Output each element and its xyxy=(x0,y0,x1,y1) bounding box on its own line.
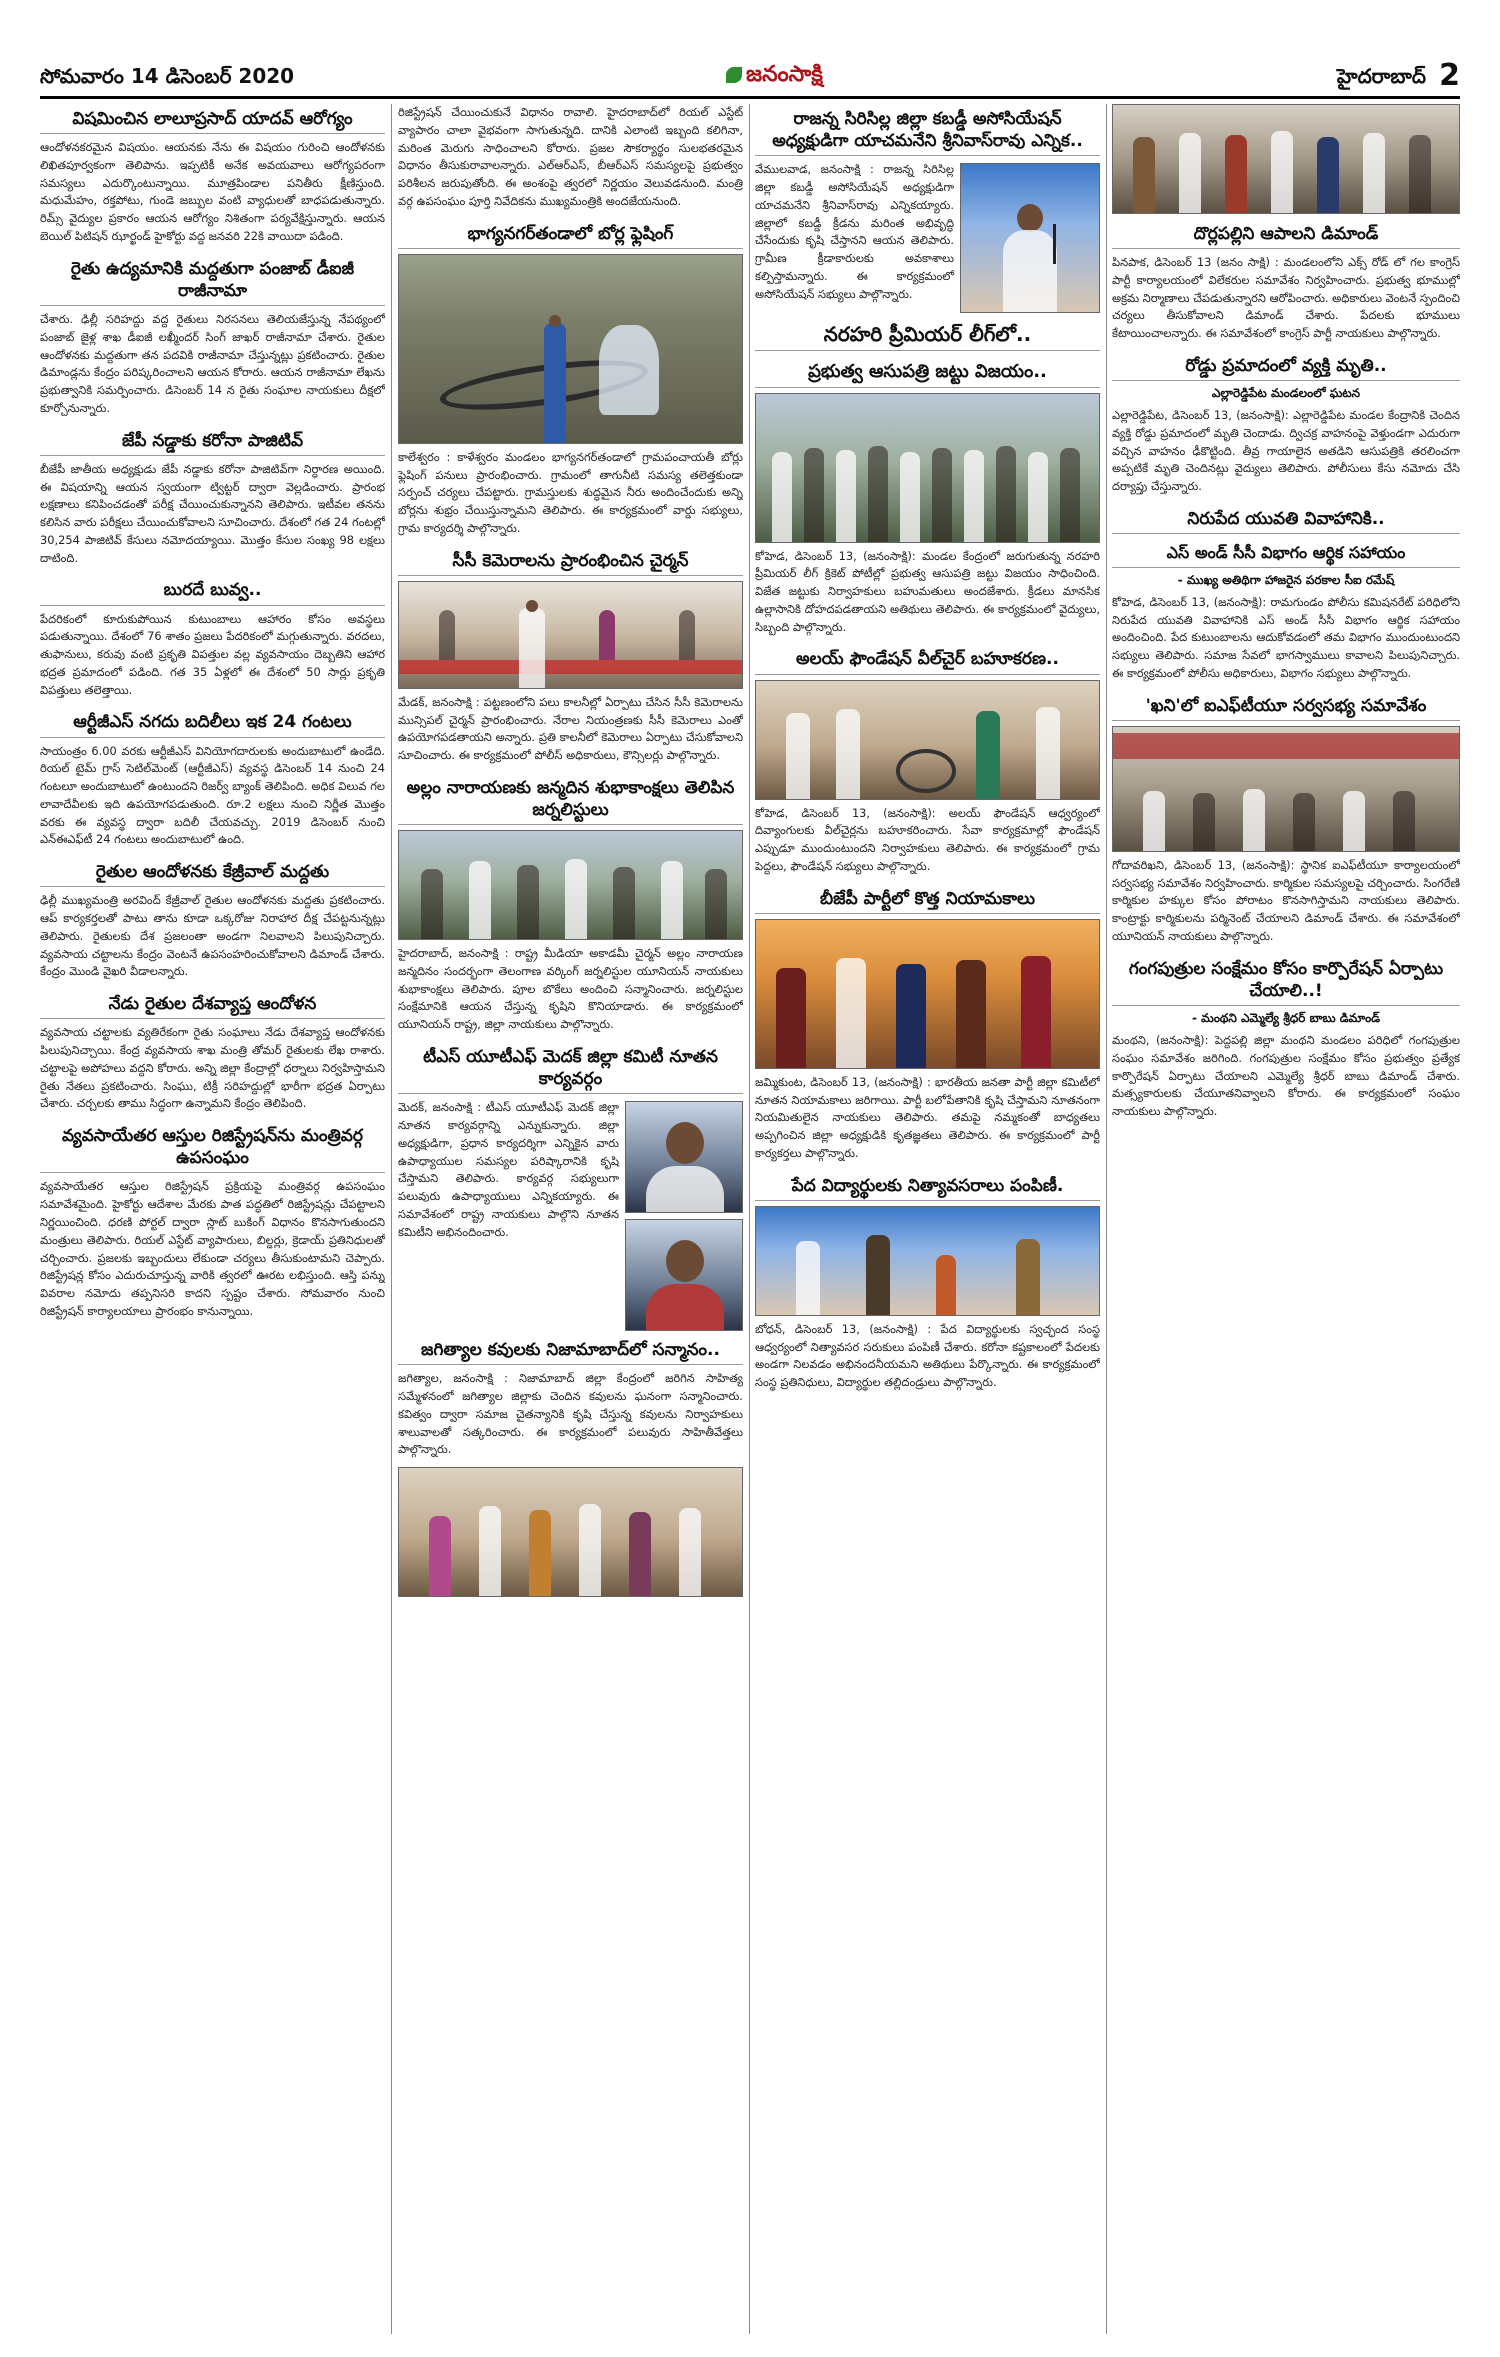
cctv-event-photo xyxy=(398,581,743,689)
story-headline: నేడు రైతుల దేశవ్యాప్త ఆందోళన xyxy=(40,989,385,1019)
story-borewell-flushing xyxy=(398,219,743,538)
newspaper-logo xyxy=(726,62,823,92)
story-rtgs xyxy=(40,707,385,849)
banner-strip xyxy=(1113,733,1459,759)
story-body: కాలేశ్వరం : కాళేశ్వరం మండలం భాగ్యనగర్‌తండాలో గ్రామపంచాయతీ బోర్లు ఫ్లెషింగ్ పనులు ప్రారంభించారు. గ్రామంలో తాగునీటి సమస్య తలెత్తకుండా సర్పంచ్ చర్యలు చేపట్టారు. గ్రామస్తులకు శుద్ధమైన నీరు అందించేందుకు అన్ని బోర్లను శుభ్రం చేయిస్తున్నామని తెలిపారు. ఈ కార్యక్రమంలో వార్డు సభ్యులు, గ్రామ కార్యదర్శి పాల్గొన్నారు. xyxy=(398,449,743,535)
person-figure xyxy=(868,446,888,542)
felicitation-photo xyxy=(398,1467,743,1597)
story-farmers-protest xyxy=(40,989,385,1113)
story-body: చేశారు. ఢిల్లీ సరిహద్దు వద్ద రైతులు నిరసనలు తెలియజేస్తున్న నేపథ్యంలో పంజాబ్ జైళ్ల శాఖ డీఐజీ లఖ్మీందర్ సింగ్ జాఖర్ రాజీనామా చేశారు. రైతుల ఆందోళనకు మద్దతుగా తన పదవికి రాజీనామా చేస్తున్నట్లు ప్రకటించారు. రైతుల డిమాండ్లను కేంద్రం పరిష్కరించాలని ఆయన కోరారు. ఆయన రాజీనామా లేఖను ప్రభుత్వానికి సమర్పించారు. డిసెంబర్ 14 న రైతు సంఘాల నాయకులు దీక్షలో కూర్చోనున్నారు. xyxy=(40,311,385,415)
worker-figure xyxy=(544,323,566,443)
story-registration-continued xyxy=(398,104,743,211)
person-figure xyxy=(1225,135,1247,213)
column-2 xyxy=(398,104,743,2334)
greetings-photo xyxy=(398,830,743,940)
story-headline: సీసీ కెమెరాలను ప్రారంభించిన చైర్మన్ xyxy=(398,546,743,576)
column-divider xyxy=(749,104,750,2334)
story-subhead: ఎస్ అండ్ సీసీ విభాగం ఆర్థిక సహాయం xyxy=(1112,539,1460,568)
story-bjp-appointments xyxy=(755,884,1100,1163)
person-figure xyxy=(1036,707,1060,799)
story-nadda-covid xyxy=(40,426,385,568)
story-headline: పేద విద్యార్థులకు నిత్యావసరాలు పంపిణీ. xyxy=(755,1171,1100,1201)
person-figure xyxy=(479,1506,501,1596)
masthead-rule xyxy=(40,96,1460,99)
story-headline: ఆర్టీజీఎస్ నగదు బదిలీలు ఇక 24 గంటలు xyxy=(40,707,385,737)
person-figure xyxy=(579,1504,601,1596)
story-body: బీజేపీ జాతీయ అధ్యక్షుడు జేపీ నడ్డాకు కరోనా పాజిటివ్‌గా నిర్ధారణ అయింది. ఈ విషయాన్ని ఆయన స్వయంగా ట్విట్టర్ ద్వారా వెల్లడించారు. ప్రారంభ లక్షణాలు కనిపించడంతో పరీక్ష చేయించుకున్నానని తెలిపారు. ఇటీవల తనను కలిసిన వారు పరీక్షలు చేయించుకోవాలని సూచించారు. దేశంలో గత 24 గంటల్లో 30,254 పాజిటివ్ కేసులు నమోదయ్యాయి. మొత్తం కేసుల సంఖ్య 98 లక్షలు దాటింది. xyxy=(40,461,385,565)
wheelchair-photo xyxy=(755,680,1100,800)
person-figure xyxy=(529,1510,551,1596)
speaker-figure xyxy=(519,608,545,688)
column-1 xyxy=(40,104,385,2334)
person-figure xyxy=(796,1241,820,1315)
masthead xyxy=(40,58,1460,94)
story-body: కోహెడ, డిసెంబర్ 13, (జనంసాక్షి): మండల కేంద్రంలో జరుగుతున్న నరహరి ప్రీమియర్ లీగ్ క్రికెట్ పోటీల్లో ప్రభుత్వ ఆసుపత్రి జట్టు విజయం సాధించింది. విజేత జట్టుకు నిర్వాహకులు బహుమతులు అందజేశారు. క్రీడలు మానసిక ఉల్లాసానికి దోహదపడతాయని అతిథులు తెలిపారు. ఈ కార్యక్రమంలో వైద్యులు, సిబ్బంది పాల్గొన్నారు. xyxy=(755,548,1100,634)
person-figure xyxy=(786,713,810,799)
story-headline: గంగపుత్రుల సంక్షేమం కోసం కార్పొరేషన్ ఏర్పాటు చేయాలి..! xyxy=(1112,954,1460,1006)
person-figure xyxy=(896,964,926,1068)
person-figure xyxy=(866,1235,890,1315)
logo-text: జనంసాక్షి xyxy=(746,62,823,87)
story-road-accident xyxy=(1112,351,1460,496)
issue-date: సోమవారం 14 డిసెంబర్ 2020 xyxy=(40,64,295,88)
portrait-shoulders xyxy=(646,1166,724,1212)
story-iftu-meeting xyxy=(1112,691,1460,946)
column-4 xyxy=(1112,104,1460,2334)
story-kabaddi xyxy=(755,104,1100,303)
story-headline: రైతు ఉద్యమానికి మద్దతుగా పంజాబ్ డీఐజీ రాజీనామా xyxy=(40,254,385,306)
person-figure xyxy=(599,610,615,660)
person-figure xyxy=(1293,793,1315,851)
person-figure xyxy=(772,452,792,542)
person-figure xyxy=(976,711,1000,799)
person-figure xyxy=(964,450,984,542)
story-note: - మంథని ఎమ్మెల్యే శ్రీధర్ బాబు డిమాండ్ xyxy=(1191,1010,1381,1025)
person-figure xyxy=(900,452,920,542)
person-figure xyxy=(1021,956,1051,1068)
person-figure xyxy=(661,861,683,939)
leaf-icon xyxy=(726,67,742,83)
person-figure xyxy=(836,450,856,542)
story-body: వ్యవసాయ చట్టాలకు వ్యతిరేకంగా రైతు సంఘాలు నేడు దేశవ్యాప్త ఆందోళనకు పిలుపునిచ్చాయి. కేంద్ర వ్యవసాయ శాఖ మంత్రి తోమర్ రైతులకు లేఖ రాశారు. చట్టాలపై అపోహలు వద్దని కోరారు. అన్ని జిల్లా కేంద్రాల్లో ధర్నాలు నిర్వహిస్తామని రైతు నేతలు ప్రకటించారు. సింఘు, టిక్రీ సరిహద్దుల్లో భారీగా భద్రత ఏర్పాటు చేశారు. చర్చలకు తాము సిద్ధంగా ఉన్నామని కేంద్రం తెలిపింది. xyxy=(40,1025,385,1111)
portrait-shoulders xyxy=(646,1284,724,1330)
story-headline: భాగ్యనగర్‌తండాలో బోర్ల ఫ్లెషింగ్ xyxy=(398,219,743,249)
speaker-figure xyxy=(1003,230,1057,312)
story-headline: రోడ్డు ప్రమాదంలో వ్యక్తి మృతి.. xyxy=(1112,351,1460,381)
person-figure xyxy=(996,446,1016,542)
story-lalu-health xyxy=(40,104,385,246)
person-figure xyxy=(1363,133,1385,213)
person-figure xyxy=(1393,791,1415,851)
table-cloth xyxy=(399,660,742,674)
person-figure xyxy=(705,869,727,939)
story-body: రిజిస్ట్రేషన్ చేయించుకునే విధానం రావాలి. హైదరాబాద్‌లో రియల్ ఎస్టేట్ వ్యాపారం చాలా వైభవంగా సాగుతున్నది. దానికి ఎలాంటి ఇబ్బంది కలిగినా, మరింత మెరుగు సాధించాలని కోరారు. ప్రజల సౌకర్యార్థం సులభతరమైన విధానం తీసుకురావాలన్నారు. ఎల్ఆర్ఎస్, బీఆర్ఎస్ సమస్యలపై ప్రభుత్వం పరిశీలన జరుపుతోంది. ఈ అంశంపై త్వరలో నిర్ణయం వెలువడనుంది. మంత్రి వర్గ ఉపసంఘం పూర్తి నివేదికను ముఖ్యమంత్రికి అందజేయనుంది. xyxy=(398,105,743,208)
person-figure xyxy=(956,960,986,1068)
story-body: కోహెడ, డిసెంబర్ 13, (జనంసాక్షి): రామగుండం పోలీసు కమిషనరేట్ పరిధిలోని నిరుపేద యువతి వివాహానికి ఎస్ అండ్ సీసీ విభాగం ఆర్థిక సహాయం అందించింది. పేద కుటుంబాలను ఆదుకోవడంలో తమ విభాగం ముందుంటుందని సభ్యులు తెలిపారు. సమాజ సేవలో భాగస్వాములు కావాలని పిలుపునిచ్చారు. ఈ కార్యక్రమంలో పోలీసు అధికారులు, విభాగం సభ్యులు పాల్గొన్నారు. xyxy=(1112,594,1460,681)
edition-city: హైదరాబాద్ xyxy=(1336,64,1426,88)
story-headline: రాజన్న సిరిసిల్ల జిల్లా కబడ్డీ అసోసియేషన్ అధ్యక్షుడిగా యాచమనేని శ్రీనివాస్‌రావు ఎన్నిక.. xyxy=(755,104,1100,156)
story-body: వ్యవసాయేతర ఆస్తుల రిజిస్ట్రేషన్ ప్రక్రియపై మంత్రివర్గ ఉపసంఘం సమావేశమైంది. హైకోర్టు ఆదేశాల మేరకు పాత పద్ధతిలో రిజిస్ట్రేషన్లు చేపట్టాలని నిర్ణయించింది. ధరణి పోర్టల్ ద్వారా స్లాట్ బుకింగ్ విధానం కొనసాగుతుందని మంత్రులు తెలిపారు. రియల్ ఎస్టేట్ వ్యాపారులు, బిల్డర్లు, క్రెడాయ్ ప్రతినిధులతో చర్చించారు. ప్రజలకు ఇబ్బందులు లేకుండా చర్యలు తీసుకుంటామని చెప్పారు. రిజిస్ట్రేషన్ల కోసం ఎదురుచూస్తున్న వారికి త్వరలో ఊరట లభిస్తుంది. ఆస్తి పన్ను వివరాల నమోదు తప్పనిసరి కాదని స్పష్టం చేశారు. సోమవారం నుంచి రిజిస్ట్రేషన్ కార్యాలయాలు ప్రారంభం కానున్నాయి. xyxy=(40,1179,385,1318)
story-body: ఆందోళనకరమైన విషయం. ఆయనకు నేను ఈ విషయం గురించి ఆందోళనకు లిఖితపూర్వకంగా తెలిపాను. ఇప్పటికీ అనేక అవయవాలు ఆరోగ్యపరంగా సమస్యలు ఎదుర్కొంటున్నాయి. మూత్రపిండాల పనితీరు క్షీణిస్తుంది. మధుమేహం, రక్తపోటు, గుండె జబ్బుల వంటి వ్యాధులతో బాధపడుతున్నారు. రిమ్స్ వైద్యుల ప్రకారం ఆయన ఆరోగ్యం నిశితంగా పర్యవేక్షిస్తున్నారు. ఆయన బెయిల్ పిటిషన్ ఝార్ఖండ్ హైకోర్టు వద్ద జనవరి 22కి వాయిదా పడింది. xyxy=(40,140,385,243)
story-premier-league xyxy=(755,317,1100,636)
story-note: - ముఖ్య అతిథిగా హాజరైన పరకాల సీఐ రమేష్ xyxy=(1177,572,1395,587)
story-headline: టీఎస్ యూటీఎఫ్ మెదక్ జిల్లా కమిటీ నూతన కార్యవర్గం xyxy=(398,1042,743,1094)
person-figure xyxy=(1271,131,1293,213)
iftu-meeting-photo xyxy=(1112,726,1460,852)
person-figure xyxy=(1317,137,1339,213)
person-figure xyxy=(1193,793,1215,851)
story-marriage-aid xyxy=(1112,504,1460,683)
person-figure xyxy=(1343,791,1365,851)
person-figure xyxy=(776,968,806,1068)
person-figure xyxy=(836,958,866,1068)
story-body: సాయంత్రం 6.00 వరకు ఆర్టీజీఎస్ వినియోగదారులకు అందుబాటులో ఉండేది. రియల్ టైమ్ గ్రాస్ సెటిల్‌మెంట్ (ఆర్టీజీఎస్) వ్యవస్థ డిసెంబర్ 14 నుంచి 24 గంటలూ అందుబాటులో ఉంటుందని రిజర్వ్ బ్యాంక్ తెలిపింది. అధిక విలువ గల లావాదేవీలకు ఇది ఉపయోగపడుతుంది. రూ.2 లక్షలు నుంచి నిర్ణీత మొత్తం వరకు ఈ వ్యవస్థ ద్వారా బదిలీ చేయవచ్చు. 2019 డిసెంబర్ నుంచి ఎన్ఈఎఫ్‌టీ 24 గంటలు అందుబాటులో ఉంది. xyxy=(40,743,385,847)
person-figure xyxy=(932,448,952,542)
story-headline: అలయ్ ఫౌండేషన్ వీల్‌చైర్ బహూకరణ.. xyxy=(755,644,1100,674)
story-kejriwal xyxy=(40,857,385,981)
person-figure xyxy=(565,859,587,939)
story-body: మేడక్, జనంసాక్షి : పట్టణంలోని పలు కాలనీల్లో ఏర్పాటు చేసిన సీసీ కెమెరాలను మున్సిపల్ చైర్మన్ ప్రారంభించారు. నేరాల నియంత్రణకు సీసీ కెమెరాలు ఎంతో ఉపయోగపడతాయని అన్నారు. ప్రతి కాలనీలో కెమెరాలు ఏర్పాటు చేసుకోవాలని సూచించారు. ఈ కార్యక్రమంలో పోలీస్ అధికారులు, కౌన్సిలర్లు పాల్గొన్నారు. xyxy=(398,694,743,763)
story-headline: బీజేపీ పార్టీలో కొత్త నియామకాలు xyxy=(755,884,1100,914)
wheelchair-icon xyxy=(896,749,956,793)
story-dorlapalli xyxy=(1112,104,1460,343)
page-number: 2 xyxy=(1439,58,1460,93)
borewell-photo xyxy=(398,254,743,444)
person-figure xyxy=(517,865,539,939)
person-figure xyxy=(1060,448,1080,542)
story-headline: దొర్లపల్లిని ఆపాలని డిమాండ్ xyxy=(1112,219,1460,249)
person-figure xyxy=(1028,452,1048,542)
story-headline: విషమించిన లాలూప్రసాద్ యాదవ్ ఆరోగ్యం xyxy=(40,104,385,134)
story-headline: 'ఖని'లో ఐఎఫ్‌టీయూ సర్వసభ్య సమావేశం xyxy=(1112,691,1460,721)
story-body: కోహెడ, డిసెంబర్ 13, (జనంసాక్షి): అలయ్ ఫౌండేషన్ ఆధ్వర్యంలో దివ్యాంగులకు వీల్‌చైర్లను బహూకరించారు. సేవా కార్యక్రమాల్లో ఫౌండేషన్ ఎప్పుడూ ముందుంటుందని నిర్వాహకులు తెలిపారు. ఈ కార్యక్రమంలో గ్రామ పెద్దలు, ఫౌండేషన్ సభ్యులు పాల్గొన్నారు. xyxy=(755,805,1100,873)
person-figure xyxy=(679,1508,701,1596)
portrait-photo xyxy=(625,1101,743,1213)
person-figure xyxy=(1016,1239,1040,1315)
story-subhead: ఎల్లారెడ్డిపేట మండలంలో ఘటన xyxy=(1211,386,1361,401)
column-divider xyxy=(1106,104,1107,2334)
story-headline: జేపీ నడ్డాకు కరోనా పాజిటివ్ xyxy=(40,426,385,456)
story-body: మెదక్, జనంసాక్షి : టీఎస్ యూటీఎఫ్ మెదక్ జిల్లా నూతన కార్యవర్గాన్ని ఎన్నుకున్నారు. జిల్లా అధ్యక్షుడిగా, ప్రధాన కార్యదర్శిగా ఎన్నికైన వారు ఉపాధ్యాయుల సమస్యల పరిష్కారానికి కృషి చేస్తామని తెలిపారు. కార్యవర్గ సభ్యులుగా పలువురు ఉపాధ్యాయులు ఎన్నికయ్యారు. ఈ సమావేశంలో రాష్ట్ర నాయకులు పాల్గొని నూతన కమిటీని అభినందించారు. xyxy=(398,1100,619,1239)
speaker-head xyxy=(526,600,538,612)
story-body: వేములవాడ, జనంసాక్షి : రాజన్న సిరిసిల్ల జిల్లా కబడ్డీ అసోసియేషన్ అధ్యక్షుడిగా యాచమనేని శ్రీనివాస్‌రావు ఎన్నికయ్యారు. జిల్లాలో కబడ్డీ క్రీడను మరింత అభివృద్ధి చేసేందుకు కృషి చేస్తానని ఆయన తెలిపారు. గ్రామీణ క్రీడాకారులకు అవకాశాలు కల్పిస్తామన్నారు. ఈ కార్యక్రమంలో అసోసియేషన్ సభ్యులు పాల్గొన్నారు. xyxy=(755,162,954,301)
worker-head xyxy=(549,315,561,327)
story-allam-narayana xyxy=(398,773,743,1034)
story-essentials-distribution xyxy=(755,1171,1100,1392)
child-figure xyxy=(936,1255,956,1315)
story-body: ఢిల్లీ ముఖ్యమంత్రి అరవింద్ కేజ్రీవాల్ రైతుల ఆందోళనకు మద్దతు ప్రకటించారు. ఆప్ కార్యకర్తలతో పాటు తాను కూడా ఒక్కరోజు నిరాహార దీక్ష చేపట్టనున్నట్లు తెలిపారు. రైతులకు దేశ ప్రజలంతా అండగా నిలవాలని పిలుపునిచ్చారు. వ్యవసాయ చట్టాలను కేంద్రం వెంటనే ఉపసంహరించుకోవాలని డిమాండ్ చేశారు. కేంద్రం మొండి వైఖరి వీడాలన్నారు. xyxy=(40,893,385,979)
story-gangaputra xyxy=(1112,954,1460,1121)
person-figure xyxy=(1179,133,1201,213)
microphone-icon xyxy=(1053,224,1056,264)
kabaddi-speaker-photo xyxy=(960,163,1100,313)
story-subhead: ప్రభుత్వ ఆసుపత్రి జట్టు విజయం.. xyxy=(755,356,1100,387)
speaker-head xyxy=(1017,204,1043,232)
person-figure xyxy=(421,869,443,939)
person-figure xyxy=(804,448,824,542)
story-body: ఎల్లారెడ్డిపేట, డిసెంబర్ 13, (జనంసాక్షి): ఎల్లారెడ్డిపేట మండల కేంద్రానికి చెందిన వ్యక్తి రోడ్డు ప్రమాదంలో మృతి చెందాడు. ద్విచక్ర వాహనంపై వెళ్తుండగా ఎదురుగా వచ్చిన వాహనం ఢీకొట్టింది. తీవ్ర గాయాలైన అతడిని ఆసుపత్రికి తరలించగా అప్పటికే మృతి చెందినట్లు వైద్యులు తెలిపారు. పోలీసులు కేసు నమోదు చేసి దర్యాప్తు చేస్తున్నారు. xyxy=(1112,408,1460,494)
story-poets-felicitation xyxy=(398,1335,743,1597)
story-body: పినపాక, డిసెంబర్ 13 (జనం సాక్షి) : మండలంలోని ఎక్స్ రోడ్ లో గల కాంగ్రెస్ పార్టీ కార్యాలయంలో విలేకరుల సమావేశం నిర్వహించారు. ప్రభుత్వ భూముల్లో అక్రమ నిర్మాణాలు చేపడుతున్నారని ఆరోపించారు. అధికారులు వెంటనే స్పందించి చర్యలు తీసుకోవాలని డిమాండ్ చేశారు. పేదలకు భూములు కేటాయించాలన్నారు. ఈ సమావేశంలో కాంగ్రెస్ పార్టీ నాయకులు పాల్గొన్నారు. xyxy=(1112,255,1460,341)
story-body: జగిత్యాల, జనంసాక్షి : నిజామాబాద్ జిల్లా కేంద్రంలో జరిగిన సాహిత్య సమ్మేళనంలో జగిత్యాల జిల్లాకు చెందిన కవులను ఘనంగా సన్మానించారు. కవిత్వం ద్వారా సమాజ చైతన్యానికి కృషి చేస్తున్న కవులను నిర్వాహకులు శాలువాలతో సత్కరించారు. ఈ కార్యక్రమంలో పలువురు సాహితీవేత్తలు పాల్గొన్నారు. xyxy=(398,1371,743,1457)
person-figure xyxy=(613,867,635,939)
person-figure xyxy=(1409,135,1431,213)
column-3 xyxy=(755,104,1100,2334)
person-figure xyxy=(1243,789,1265,851)
story-wheelchair xyxy=(755,644,1100,875)
story-headline: నరహరి ప్రీమియర్ లీగ్‌లో.. xyxy=(755,317,1100,351)
bjp-photo xyxy=(755,919,1100,1069)
person-figure xyxy=(1143,791,1165,851)
story-headline: జగిత్యాల కవులకు నిజామాబాద్‌లో సన్మానం.. xyxy=(398,1335,743,1365)
story-body: మంథని, (జనంసాక్షి): పెద్దపల్లి జిల్లా మంథని మండలం పరిధిలో గంగపుత్రుల సంఘం సమావేశం జరిగింది. గంగపుత్రుల సంక్షేమం కోసం ప్రభుత్వం ప్రత్యేక కార్పొరేషన్ ఏర్పాటు చేయాలని ఎమ్మెల్యే శ్రీధర్ బాబు డిమాండ్ చేశారు. మత్స్యకారులకు చేయూతనివ్వాలని కోరారు. ఈ కార్యక్రమంలో సంఘం నాయకులు పాల్గొన్నారు. xyxy=(1112,1032,1460,1119)
story-headline: వ్యవసాయేతర ఆస్తుల రిజిస్ట్రేషన్‌ను మంత్రివర్గ ఉపసంఘం xyxy=(40,1121,385,1173)
person-figure xyxy=(429,1516,451,1596)
story-cctv xyxy=(398,546,743,765)
story-headline: బురదే బువ్వ.. xyxy=(40,575,385,605)
cricket-team-photo xyxy=(755,393,1100,543)
distribution-photo xyxy=(755,1206,1100,1316)
column-divider xyxy=(391,104,392,2334)
protest-photo xyxy=(1112,104,1460,214)
story-body: హైదరాబాద్, జనంసాక్షి : రాష్ట్ర మీడియా అకాడమీ చైర్మన్ అల్లం నారాయణ జన్మదినం సందర్భంగా తెలంగాణ వర్కింగ్ జర్నలిస్టుల యూనియన్ నాయకులు శుభాకాంక్షలు తెలిపారు. పూల బొకేలు అందించి సన్మానించారు. జర్నలిస్టుల సంక్షేమానికి ఆయన చేస్తున్న కృషిని కొనియాడారు. ఈ కార్యక్రమంలో యూనియన్ రాష్ట్ర, జిల్లా నాయకులు పాల్గొన్నారు. xyxy=(398,946,743,1032)
person-figure xyxy=(469,861,491,939)
portrait-head xyxy=(666,1122,704,1164)
story-headline: అల్లం నారాయణకు జన్మదిన శుభాకాంక్షలు తెలిపిన జర్నలిస్టులు xyxy=(398,773,743,825)
person-figure xyxy=(439,610,455,660)
story-mud-food xyxy=(40,575,385,699)
story-body: పేదరికంలో కూరుకుపోయిన కుటుంబాలు ఆహారం కోసం అవస్థలు పడుతున్నాయి. దేశంలో 76 శాతం ప్రజలు పేదరికంలో మగ్గుతున్నారు. వరదలు, తుఫానులు, కరువు వంటి ప్రకృతి విపత్తుల వల్ల వ్యవసాయం దెబ్బతిని ఆహార భద్రత ప్రమాదంలో పడింది. గత 35 ఏళ్లలో ఈ దేశంలో 50 సార్లు ప్రకృతి విపత్తులు తలెత్తాయి. xyxy=(40,611,385,697)
person-figure xyxy=(836,709,860,799)
person-figure xyxy=(629,1512,651,1596)
story-headline: రైతుల ఆందోళనకు కేజ్రీవాల్ మద్దతు xyxy=(40,857,385,887)
portrait-head xyxy=(666,1240,704,1282)
water-spray xyxy=(599,325,659,415)
story-registrations xyxy=(40,1121,385,1320)
story-utf-committee xyxy=(398,1042,743,1241)
story-body: గోదావరిఖని, డిసెంబర్ 13, (జనంసాక్షి): స్థానిక ఐఎఫ్‌టీయూ కార్యాలయంలో సర్వసభ్య సమావేశం నిర్వహించారు. కార్మికుల సమస్యలపై చర్చించారు. సింగరేణి కార్మికుల హక్కుల కోసం పోరాటం కొనసాగిస్తామని నాయకులు తెలిపారు. కాంట్రాక్టు కార్మికులను పర్మినెంట్ చేయాలని డిమాండ్ చేశారు. ఈ సమావేశంలో యూనియన్ నాయకులు పాల్గొన్నారు. xyxy=(1112,857,1460,944)
story-punjab-dig xyxy=(40,254,385,418)
person-figure xyxy=(1133,137,1155,213)
story-body: జమ్మికుంట, డిసెంబర్ 13, (జనంసాక్షి) : భారతీయ జనతా పార్టీ జిల్లా కమిటీలో నూతన నియామకాలు జరిగాయి. పార్టీ బలోపేతానికి కృషి చేస్తామని నూతనంగా నియమితులైన నాయకులు తెలిపారు. తమపై నమ్మకంతో బాధ్యతలు అప్పగించిన జిల్లా అధ్యక్షుడికి కృతజ్ఞతలు తెలిపారు. ఈ కార్యక్రమంలో పార్టీ కార్యకర్తలు పాల్గొన్నారు. xyxy=(755,1074,1100,1160)
portrait-photo xyxy=(625,1219,743,1331)
story-body: బోధన్, డిసెంబర్ 13, (జనంసాక్షి) : పేద విద్యార్థులకు స్వచ్ఛంద సంస్థ ఆధ్వర్యంలో నిత్యావసర సరుకులు పంపిణీ చేశారు. కరోనా కష్టకాలంలో పేదలకు అండగా నిలవడం అభినందనీయమని అతిథులు పేర్కొన్నారు. ఈ కార్యక్రమంలో సంస్థ ప్రతినిధులు, విద్యార్థుల తల్లిదండ్రులు పాల్గొన్నారు. xyxy=(755,1321,1100,1390)
person-figure xyxy=(679,610,695,660)
story-headline: నిరుపేద యువతి వివాహానికి.. xyxy=(1112,504,1460,534)
